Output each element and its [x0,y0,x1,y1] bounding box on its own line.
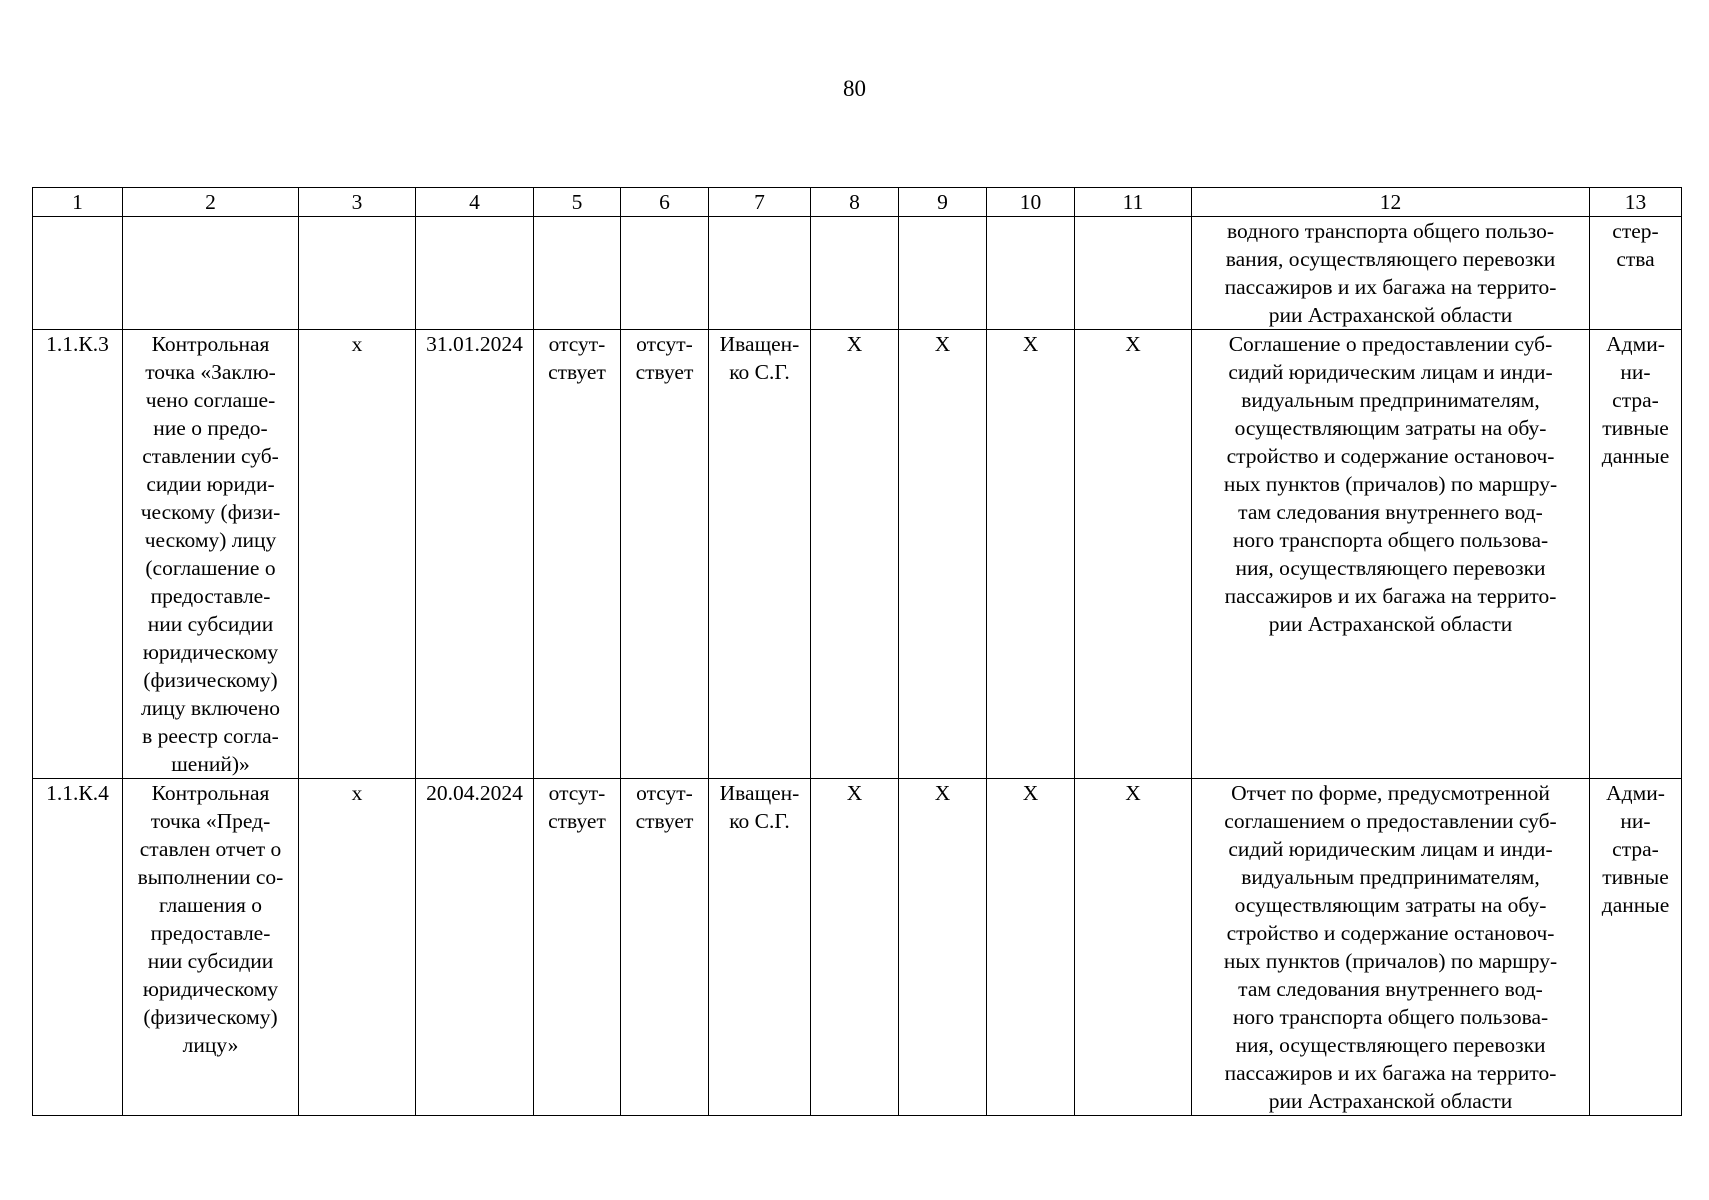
table-cell-document: Соглашение о предоставлении суб- сидий юридическим лицам и инди- видуальным предпринимателям, осуществляющим затраты на обу- стройство и содержание остановоч- ных пунктов (причалов) по маршру- там следования внутреннего вод- ного транспорта общего пользова- ния, осуществляющего перевозки пассажиров и их багажа на террито- рии Астраханской области [1192,330,1590,779]
table-cell-responsible [709,217,811,330]
table-row [33,330,1682,779]
table-cell [621,217,709,330]
column-header: 2 [123,188,299,217]
page-number: 80 [843,76,866,101]
column-header: 8 [811,188,899,217]
table-cell-responsible: Иващен- ко С.Г. [709,779,811,1116]
table-cell [811,217,899,330]
table-cell-date: 31.01.2024 [416,330,534,779]
table-cell [987,217,1075,330]
column-header: 1 [33,188,123,217]
table-cell: х [299,330,416,779]
table-cell: отсут- ствует [621,330,709,779]
table-cell-name [123,217,299,330]
column-header: 5 [534,188,621,217]
column-header: 9 [899,188,987,217]
table-cell: отсут- ствует [621,779,709,1116]
table-cell: Х [987,330,1075,779]
table-cell: отсут- ствует [534,779,621,1116]
table-cell-date: 20.04.2024 [416,779,534,1116]
table-cell: Х [987,779,1075,1116]
table-cell-source: Адми- ни- стра- тивные данные [1590,330,1682,779]
column-header: 6 [621,188,709,217]
table-row [33,217,1682,330]
column-header: 10 [987,188,1075,217]
column-header: 13 [1590,188,1682,217]
table-cell-date [416,217,534,330]
table-row [33,779,1682,1116]
table-cell-document: Отчет по форме, предусмотренной соглашением о предоставлении суб- сидий юридическим лицам и инди- видуальным предпринимателям, осуществляющим затраты на обу- стройство и содержание остановоч- ных пунктов (причалов) по маршру- там следования внутреннего вод- ного транспорта общего пользова- ния, осуществляющего перевозки пассажиров и их багажа на террито- рии Астраханской области [1192,779,1590,1116]
table-cell-document: водного транспорта общего пользо- вания, осуществляющего перевозки пассажиров и их багажа на террито- рии Астраханской области [1192,217,1590,330]
table-cell: Х [1075,779,1192,1116]
column-header: 11 [1075,188,1192,217]
table-cell-number: 1.1.К.4 [33,779,123,1116]
table-header-row [33,188,1682,217]
column-header: 12 [1192,188,1590,217]
table-cell-responsible: Иващен- ко С.Г. [709,330,811,779]
table-cell [899,217,987,330]
table-cell [534,217,621,330]
table-cell-name: Контрольная точка «Пред- ставлен отчет о выполнении со- глашения о предоставле- нии субсидии юридическому (физическому) лицу» [123,779,299,1116]
table-cell [299,217,416,330]
table-cell-source: Адми- ни- стра- тивные данные [1590,779,1682,1116]
table-cell-source: стер- ства [1590,217,1682,330]
table-cell: х [299,779,416,1116]
table-cell: Х [899,330,987,779]
table-cell-number: 1.1.К.3 [33,330,123,779]
table-cell: Х [811,779,899,1116]
table-cell: Х [899,779,987,1116]
table-cell-name: Контрольная точка «Заклю- чено соглаше- ние о предо- ставлении суб- сидии юриди- ческому (физи- ческому) лицу (соглашение о предоставле- нии субсидии юридическому (физическому) лицу включено в реестр согла- шений)» [123,330,299,779]
data-table [32,187,1682,1116]
column-header: 4 [416,188,534,217]
table-cell: отсут- ствует [534,330,621,779]
column-header: 7 [709,188,811,217]
column-header: 3 [299,188,416,217]
table-cell-number [33,217,123,330]
table-cell: Х [1075,330,1192,779]
table-cell: Х [811,330,899,779]
table-cell [1075,217,1192,330]
